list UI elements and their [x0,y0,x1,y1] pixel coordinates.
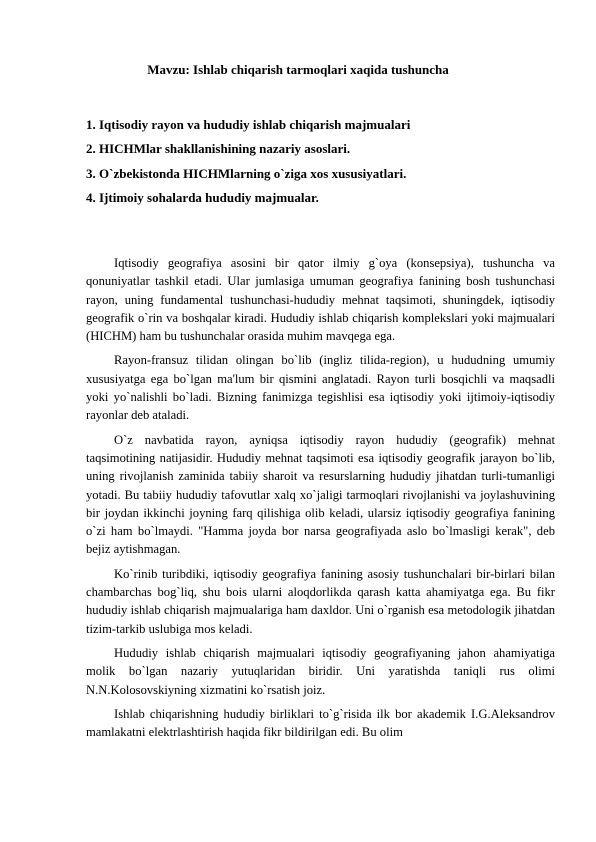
paragraph-3: O`z navbatida rayon, ayniqsa iqtisodiy rayon hududiy (geografik) mehnat taqsimotining natijasidir. Hududiy mehnat taqsimoti esa iqtisodiy geografik jarayon bo`lib, uning rivojlanish zaminida tabiiy sharoit va resurslarning hududiy jihatdan turli-tumanligi yotadi. Bu tabiiy hududiy tafovutlar xalq xo`jaligi tarmoqlari rivojlanishi va joylashuvining bir joydan ikkinchi joyning farq qilishiga olib keladi, ularsiz iqtisodiy geografiya fanining o`zi ham bo`lmaydi. "Hamma joyda bor narsa geografiyada aslo bo`lmasligi kerak", deb bejiz aytishmagan. [86,432,555,557]
paragraph-2: Rayon-fransuz tilidan olingan bo`lib (ingliz tilida-region), u hududning umumiy xususiyatga ega bo`lgan ma'lum bir qismini anglatadi. Rayon turli bosqichli va maqsadli yoki yo`nalishli bo`ladi. Bizning fanimizga tegishlisi esa iqtisodiy yoki ijtimoiy-iqtisodiy rayonlar deb ataladi. [86,353,555,423]
document-title: Mavzu: Ishlab chiqarish tarmoqlari xaqida tushuncha [147,62,449,77]
outline-item-1: 1. Iqtisodiy rayon va hududiy ishlab chiqarish majmualari [86,117,411,132]
paragraph-5: Hududiy ishlab chiqarish majmualari iqtisodiy geografiyaning jahon ahamiyatiga molik bo`lgan nazariy yutuqlaridan biridir. Uni yaratishda taniqli rus olimi N.N.Kolosovskiyning xizmatini ko`rsatish joiz. [86,645,555,697]
outline-item-3: 3. O`zbekistonda HICHMlarning o`ziga xos xususiyatlari. [86,165,407,181]
paragraph-4: Ko`rinib turibdiki, iqtisodiy geografiya fanining asosiy tushunchalari bir-birlari bilan chambarchas bog`liq, shu bois ularni aloqdorlikda qarash katta ahamiyatga ega. Bu fikr hududiy ishlab chiqarish majmualariga ham daxldor. Uni o`rganish esa metodologik jihatdan tizim-tarkib uslubiga mos keladi. [86,566,555,636]
outline-item-4: 4. Ijtimoiy sohalarda hududiy majmualar. [86,189,319,205]
outline-item-2: 2. HICHMlar shakllanishining nazariy asoslari. [86,141,351,157]
paragraph-1: Iqtisodiy geografiya asosini bir qator ilmiy g`oya (konsepsiya), tushuncha va qonuniyatlar tashkil etadi. Ular jumlasiga umuman geografiya fanining bosh tushunchasi rayon, uning fundamental tushunchasi-hududiy mehnat taqsimoti, shuningdek, iqtisodiy geografik o`rin va boshqalar kiradi. Hududiy ishlab chiqarish komplekslari yoki majmualari (HICHM) ham bu tushunchalar orasida muhim mavqega ega. [86,256,555,344]
document-body [86,254,555,747]
paragraph-6: Ishlab chiqarishning hududiy birliklari to`g`risida ilk bor akademik I.G.Aleksandrov mamlakatni elektrlashtirish haqida fikr bildirilgan edi. Bu olim [86,706,555,740]
topic-outline [86,116,556,213]
